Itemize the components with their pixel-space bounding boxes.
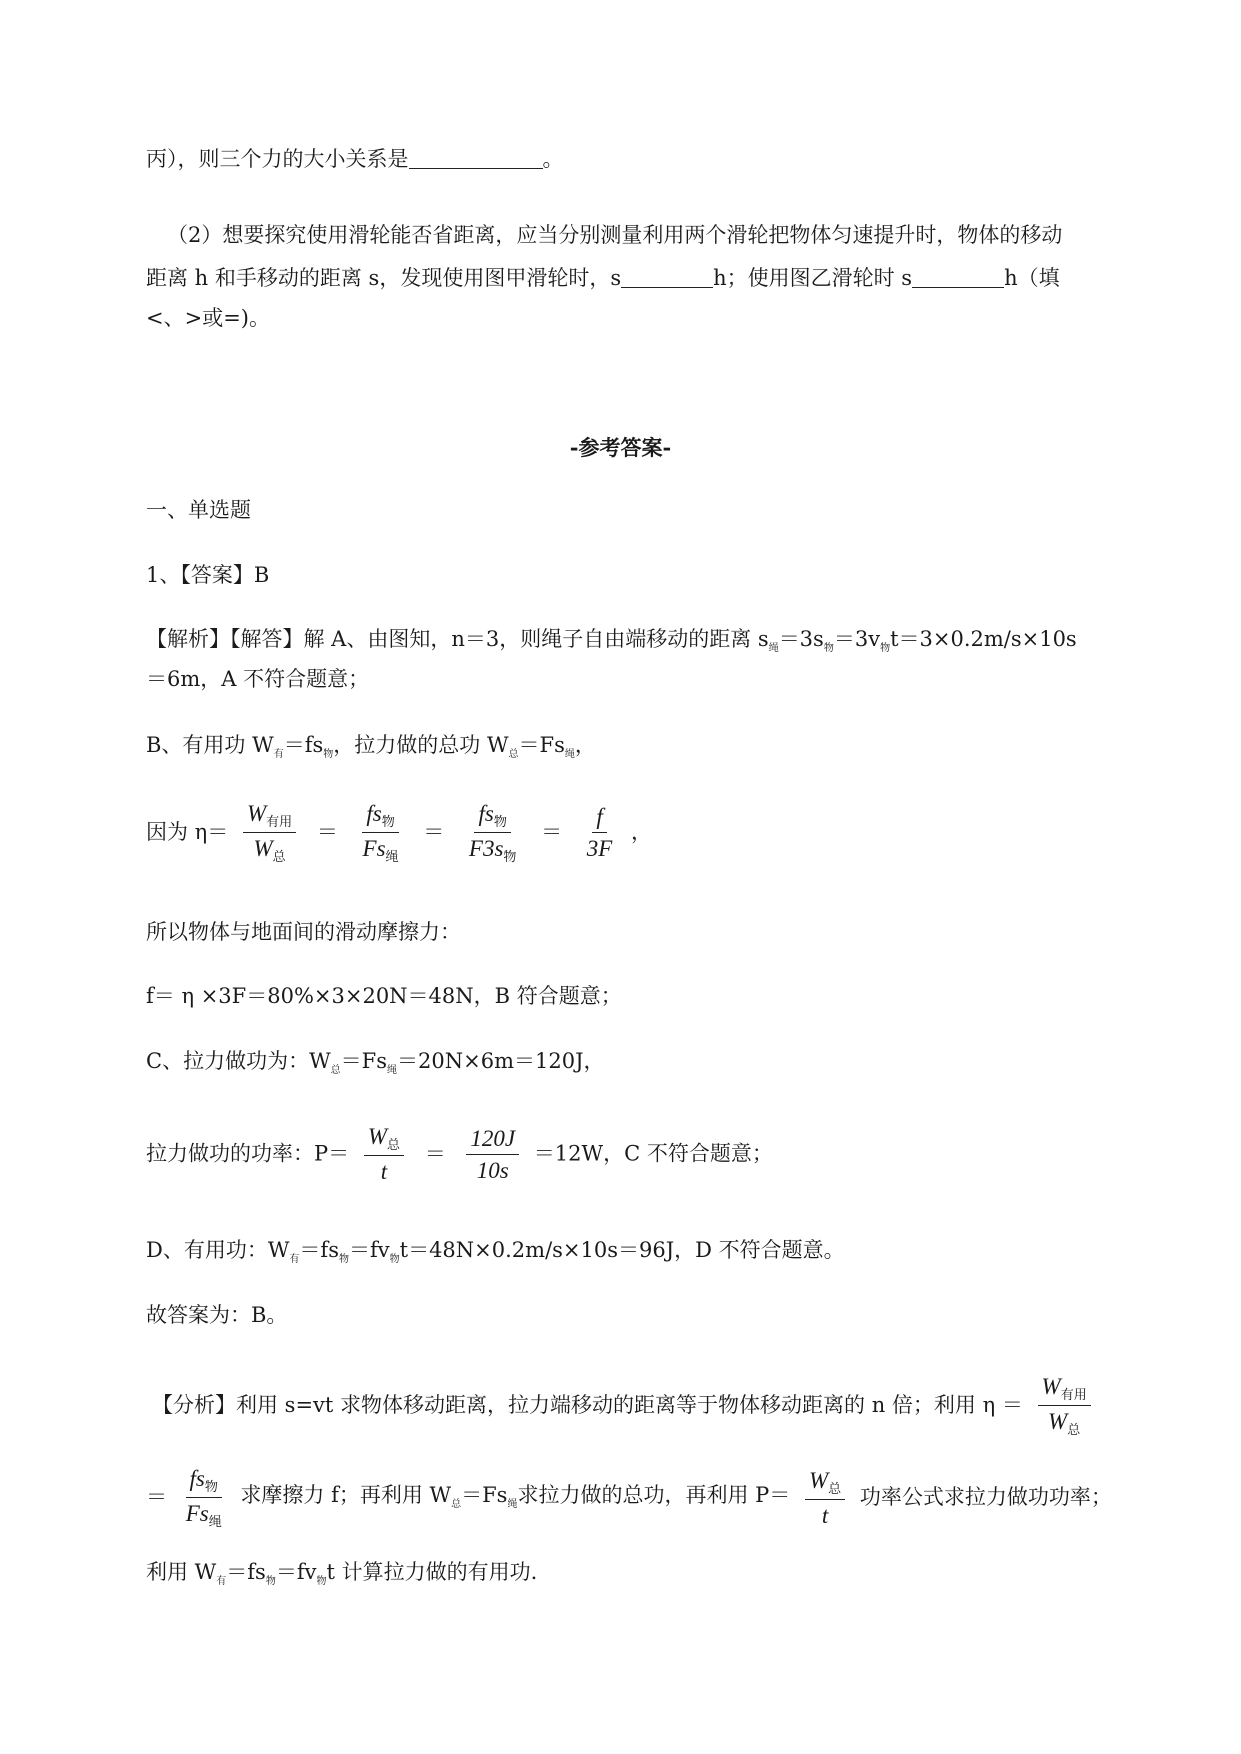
- text: ＝20N×6m＝120J，: [397, 1049, 605, 1073]
- subscript: 有: [216, 1576, 227, 1587]
- text: ＝fs: [299, 1238, 339, 1262]
- subscript: 物: [338, 1254, 349, 1265]
- question-line-3: [146, 267, 1060, 289]
- equals-sign: ＝: [146, 1485, 167, 1509]
- answer-1-label: 1、【答案】B: [146, 563, 270, 587]
- subscript: 绳: [768, 643, 779, 654]
- text: ＝fv: [275, 1560, 317, 1584]
- text: 功率公式求拉力做功功率；: [859, 1485, 1112, 1509]
- text: 求拉力做的总功，再利用 P＝: [517, 1483, 791, 1507]
- symbol: t: [821, 1502, 829, 1528]
- subscript: 总: [1067, 1422, 1081, 1437]
- text: 因为 η＝: [146, 820, 229, 844]
- symbol: fs: [366, 801, 382, 826]
- subscript: 总: [451, 1499, 462, 1510]
- text: D、有用功：W: [146, 1238, 290, 1262]
- text: ，: [574, 733, 596, 757]
- text: ＝12W，C 不符合题意；: [533, 1141, 773, 1166]
- subscript: 总: [508, 749, 519, 760]
- final-answer: 故答案为：B。: [146, 1303, 288, 1327]
- fraction-fs-over-Fs: [359, 802, 403, 863]
- comma: ，: [631, 820, 653, 844]
- symbol: 120J: [466, 1127, 519, 1155]
- section-title: 一、单选题: [146, 498, 251, 522]
- text: h；使用图乙滑轮时 s: [713, 266, 913, 290]
- subscript: 物: [204, 1479, 218, 1494]
- symbol: W: [1048, 1409, 1068, 1434]
- symbol: fs: [189, 1466, 205, 1491]
- text: 。: [542, 147, 564, 171]
- d-line: [146, 1240, 845, 1265]
- question-line-1: [146, 148, 564, 170]
- equals-sign: ＝: [316, 820, 338, 844]
- fraction-f-over-3F: [583, 805, 617, 860]
- text: ＝fs: [283, 733, 324, 757]
- subscript: 绳: [208, 1514, 222, 1529]
- text: 拉力做功的功率：P＝: [146, 1141, 350, 1166]
- fenxi-line-1: [152, 1375, 1099, 1436]
- text: ＝3v: [833, 627, 881, 651]
- subscript: 总: [330, 1065, 341, 1076]
- fraction-w-total-over-t: [364, 1125, 404, 1183]
- text: 【分析】利用 s=vt 求物体移动距离，拉力端移动的距离等于物体移动距离的 n 倍；利用 η ＝: [152, 1393, 1023, 1417]
- so-line: 所以物体与地面间的滑动摩擦力：: [146, 920, 461, 944]
- text: 利用 W: [146, 1560, 217, 1584]
- fraction-w-useful-over-w-total: [1038, 1375, 1091, 1436]
- fenxi-line-3: [146, 1562, 537, 1587]
- text: t＝3×0.2m/s×10s: [890, 627, 1077, 651]
- text: 求摩擦力 f；再利用 W: [240, 1483, 452, 1507]
- text: h（填: [1004, 266, 1060, 290]
- text: C、拉力做功为：W: [146, 1049, 331, 1073]
- b-line: [146, 735, 596, 760]
- text: ＝Fs: [461, 1483, 508, 1507]
- symbol: 10s: [476, 1157, 509, 1183]
- subscript: 物: [823, 643, 834, 654]
- fenxi-line-2: [146, 1467, 1112, 1528]
- equals-sign: ＝: [424, 1141, 446, 1166]
- symbol: W: [1041, 1374, 1061, 1399]
- answer-blank-1[interactable]: [409, 148, 543, 169]
- text: ＝fv: [348, 1238, 390, 1262]
- subscript: 有: [273, 749, 284, 760]
- symbol: f: [592, 805, 606, 833]
- symbol: W: [246, 801, 267, 826]
- text: B、有用功 W: [146, 733, 274, 757]
- analysis-line-1: [146, 629, 1077, 654]
- text: ＝fs: [226, 1560, 266, 1584]
- subscript: 总: [828, 1480, 842, 1496]
- answers-heading: -参考答案-: [569, 435, 672, 460]
- subscript: 有用: [1060, 1387, 1087, 1402]
- text: 丙），则三个力的大小关系是: [146, 147, 409, 171]
- fraction-120J-over-10s: [466, 1127, 519, 1182]
- subscript: 物: [503, 849, 517, 864]
- friction-line: f＝ η ×3F＝80%×3×20N＝48N，B 符合题意；: [146, 984, 622, 1008]
- subscript: 物: [493, 814, 507, 829]
- text: ＝Fs: [518, 733, 565, 757]
- text: t 计算拉力做的有用功.: [326, 1560, 538, 1584]
- symbol: W: [808, 1467, 829, 1493]
- symbol: W: [253, 836, 273, 861]
- subscript: 有: [289, 1254, 300, 1265]
- efficiency-equation: [146, 802, 652, 863]
- symbol: t: [380, 1159, 388, 1184]
- symbol: fs: [478, 801, 494, 826]
- subscript: 物: [316, 1576, 327, 1587]
- power-equation: [146, 1125, 773, 1183]
- text: 【解析】【解答】解 A、由图知，n＝3，则绳子自由端移动的距离 s: [146, 627, 769, 651]
- subscript: 绳: [564, 749, 575, 760]
- equals-sign: ＝: [541, 820, 563, 844]
- answer-blank-3[interactable]: [912, 267, 1004, 288]
- question-line-2: （2）想要探究使用滑轮能否省距离，应当分别测量利用两个滑轮把物体匀速提升时，物体的移动: [167, 223, 1063, 247]
- subscript: 绳: [387, 1065, 398, 1076]
- symbol: 3F: [586, 836, 613, 861]
- subscript: 物: [265, 1576, 276, 1587]
- c-line: [146, 1051, 604, 1076]
- text: ＝Fs: [340, 1049, 388, 1073]
- fraction-w-useful-over-w-total: [243, 802, 296, 863]
- fraction-fs-over-F3s: [465, 802, 521, 863]
- text: 距离 h 和手移动的距离 s，发现使用图甲滑轮时，s: [146, 266, 622, 290]
- text: t＝48N×0.2m/s×10s＝96J，D 不符合题意。: [399, 1238, 845, 1262]
- symbol: F3s: [468, 836, 504, 861]
- subscript: 总: [387, 1137, 401, 1152]
- symbol: Fs: [185, 1501, 209, 1526]
- text: ＝3s: [778, 627, 824, 651]
- subscript: 绳: [507, 1499, 518, 1510]
- fraction-fs-over-Fs: [182, 1467, 226, 1528]
- subscript: 物: [389, 1254, 400, 1265]
- symbol: W: [367, 1124, 387, 1149]
- equals-sign: ＝: [423, 820, 445, 844]
- text: ，拉力做的总功 W: [333, 733, 509, 757]
- answer-blank-2[interactable]: [621, 267, 713, 288]
- subscript: 物: [323, 749, 334, 760]
- symbol: Fs: [362, 836, 386, 861]
- question-line-4: <、>或=)。: [146, 306, 270, 330]
- subscript: 物: [880, 643, 891, 654]
- text-group: [240, 1483, 791, 1510]
- subscript: 总: [272, 849, 286, 864]
- subscript: 有用: [266, 814, 293, 829]
- analysis-line-2: ＝6m，A 不符合题意；: [146, 667, 370, 691]
- subscript: 物: [381, 814, 395, 829]
- subscript: 绳: [385, 849, 399, 864]
- fraction-w-total-over-t: [805, 1469, 845, 1527]
